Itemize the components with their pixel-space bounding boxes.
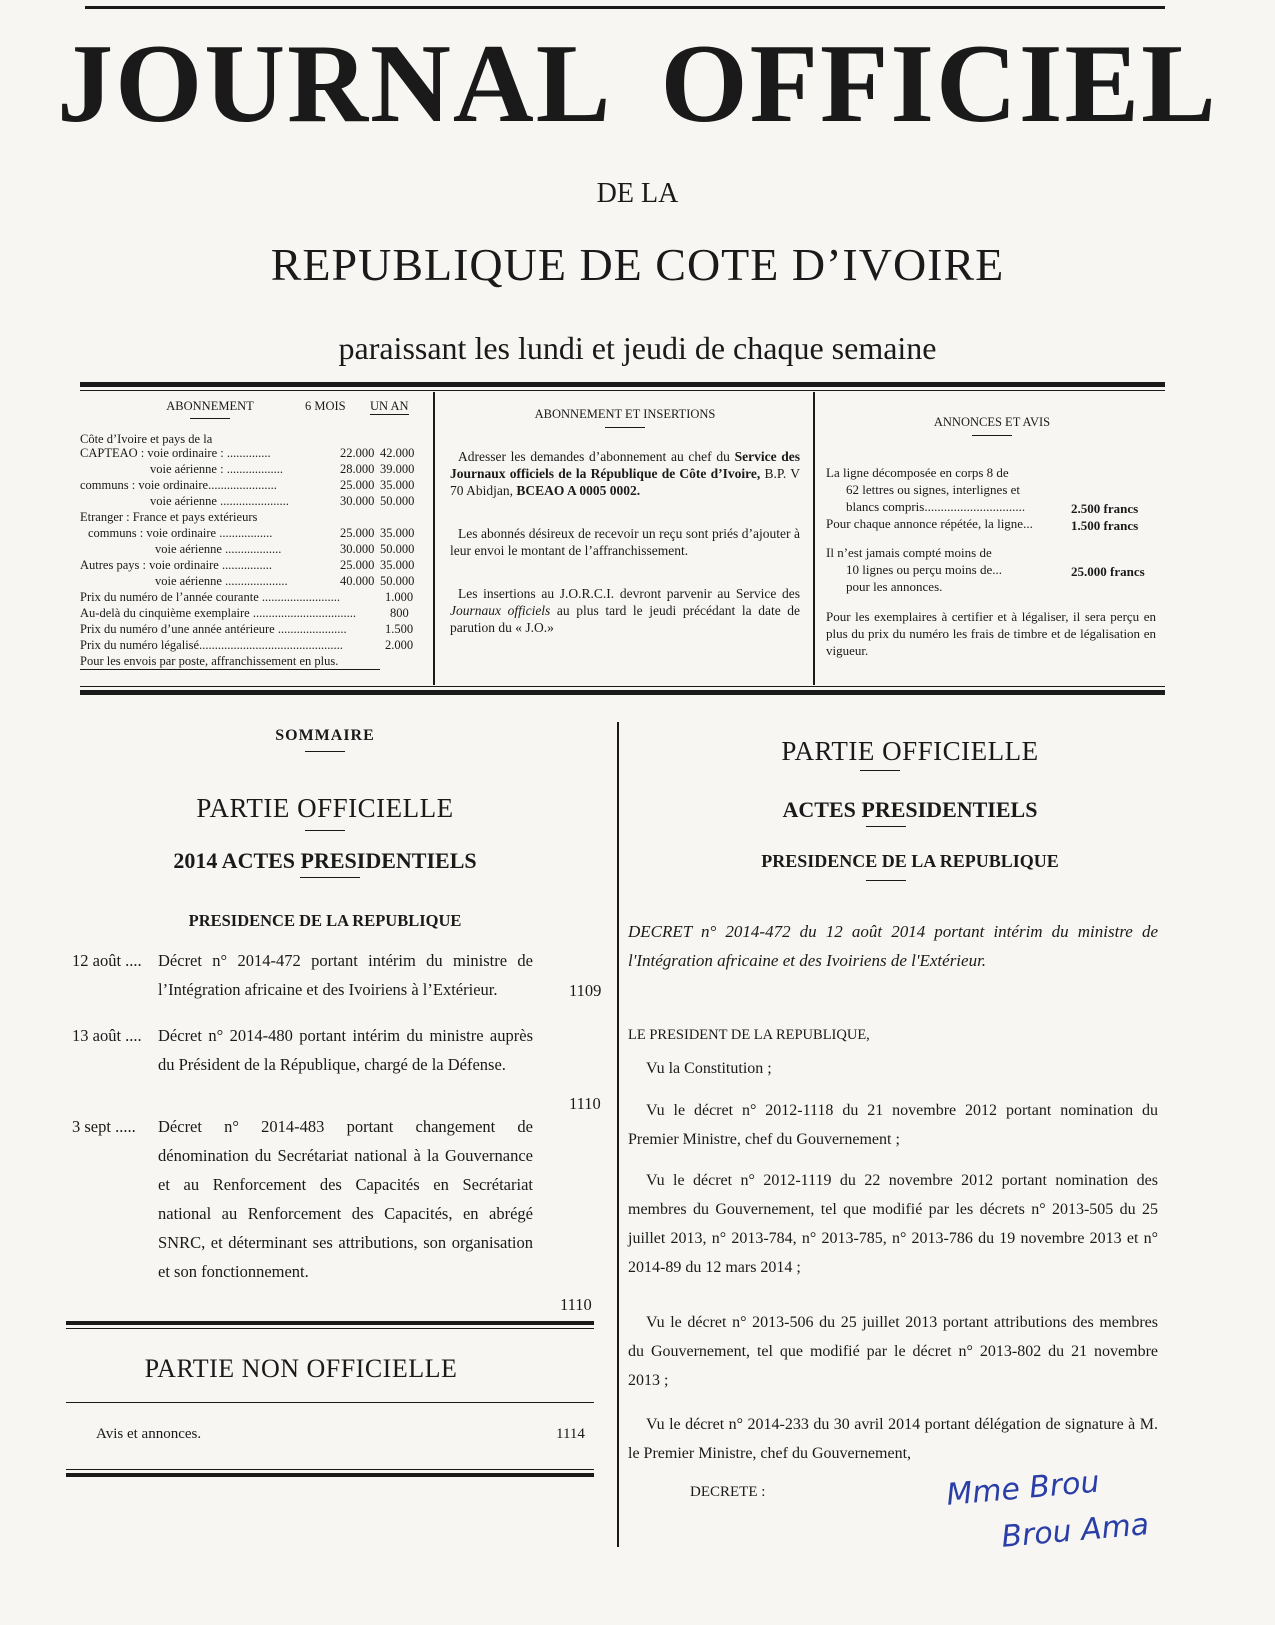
abonnement-row: voie aérienne ...................... 30.000 50.000 <box>150 494 415 508</box>
masthead-de-la: DE LA <box>596 178 679 209</box>
abonnement-row: voie aérienne .................. 30.000 50.000 <box>155 542 415 556</box>
abonnement-header: ABONNEMENT <box>135 398 285 419</box>
masthead-parution: paraissant les lundi et jeudi de chaque semaine <box>338 330 937 366</box>
abonnement-row: CAPTEAO : voie ordinaire : .............. 22.000 42.000 <box>80 446 415 460</box>
sommaire-actes: 2014 ACTES PRESIDENTIELS <box>173 848 477 873</box>
abonnement-column <box>80 398 425 683</box>
sommaire-bottom-rule-thin <box>66 1469 594 1470</box>
abonnement-row: communs : voie ordinaire...................... 25.000 35.000 <box>80 478 415 492</box>
annonces-line-1: La ligne décomposée en corps 8 de <box>826 465 1009 480</box>
annonces-price-2: 1.500 francs <box>1071 518 1139 533</box>
sommaire-entry: 12 août .... Décret n° 2014-472 portant intérim du ministre de l’Intégration africaine et des Ivoiriens à l’Extérieur. 1109 <box>72 951 602 1000</box>
officielle-actes-underline <box>866 826 906 827</box>
abonnement-row: Prix du numéro de l’année courante ......................... 1.000 <box>80 590 414 604</box>
officielle-partie-underline <box>860 770 900 771</box>
decret-vu-4: Vu le décret n° 2013-506 du 25 juillet 2013 portant attributions des membres du Gouvernement, tel que modifié par le décret n° 2013-802 du 21 novembre 2013 ; <box>628 1314 1158 1389</box>
abonnement-row: Etranger : France et pays extérieurs <box>80 510 258 524</box>
decret-president: LE PRESIDENT DE LA REPUBLIQUE, <box>628 1027 870 1043</box>
abonnement-row: voie aérienne : .................. 28.000 39.000 <box>150 462 415 476</box>
non-officielle-rule-bottom <box>66 1402 594 1403</box>
annonces-line-6: 10 lignes ou perçu moins de... <box>846 562 1002 577</box>
sommaire-entry: 13 août .... Décret n° 2014-480 portant intérim du ministre auprès du Président de la République, chargé de la Défense. 1110 <box>72 1026 601 1113</box>
officielle-partie: PARTIE OFFICIELLE <box>781 736 1039 766</box>
non-officielle-rule-thin <box>66 1328 594 1329</box>
column-divider <box>617 722 619 1547</box>
annonces-line-3: blancs compris............................... <box>846 499 1026 514</box>
sommaire-bottom-rule-thick <box>66 1473 594 1477</box>
abonnement-row: Prix du numéro d’une année antérieure ...................... 1.500 <box>80 622 414 636</box>
abonnement-row: Autres pays : voie ordinaire ................ 25.000 35.000 <box>80 558 415 572</box>
top-rule <box>85 6 1165 9</box>
table-top-rule-thick <box>80 382 1165 387</box>
decret-vu-5: Vu le décret n° 2014-233 du 30 avril 2014 portant délégation de signature à M. le Premier Ministre, chef du Gouvernement, <box>628 1416 1158 1462</box>
abonnement-row: communs : voie ordinaire ................. 25.000 35.000 <box>88 526 415 540</box>
avis-annonces-page: 1114 <box>556 1426 585 1442</box>
sommaire-partie-officielle: PARTIE OFFICIELLE <box>110 793 540 831</box>
handwritten-annotation-line-1: Mme Brou <box>945 1464 1101 1513</box>
table-bottom-rule-thick <box>80 690 1165 695</box>
insertions-paragraph-1: Adresser les demandes d’abonnement au chef du Service des Journaux officiels de la République de Côte d’Ivoire, B.P. V 70 Abidjan, BCEAO A 0005 0002. <box>450 449 801 498</box>
non-officielle-rule-thick <box>66 1321 594 1325</box>
insertions-header: ABONNEMENT ET INSERTIONS <box>450 406 800 428</box>
masthead-word-2: OFFICIEL <box>660 22 1218 146</box>
decret-vu-2: Vu le décret n° 2012-1118 du 21 novembre 2012 portant nomination du Premier Ministre, chef du Gouvernement ; <box>628 1102 1158 1148</box>
insertions-paragraph-2: Les abonnés désireux de recevoir un reçu sont priés d’ajouter à leur envoi le montant de l’affranchissement. <box>450 526 800 558</box>
annonces-price-3: 25.000 francs <box>1071 564 1145 579</box>
decret-decrete: DECRETE : <box>690 1484 766 1500</box>
table-bottom-rule-thin <box>80 686 1165 687</box>
annonces-line-4: Pour chaque annonce répétée, la ligne... <box>826 516 1033 531</box>
table-divider-2 <box>813 392 815 685</box>
annonces-line-7: pour les annonces. <box>846 579 943 594</box>
abonnement-col-an: UN AN <box>370 399 409 413</box>
masthead-title <box>0 22 1275 146</box>
abonnement-row: Pour les envois par poste, affranchissement en plus. <box>80 653 380 670</box>
decret-vu-3: Vu le décret n° 2012-1119 du 22 novembre 2012 portant nomination des membres du Gouvernement, tel que modifié par les décrets n° 2013-505 du 25 juillet 2013, n° 2013-784, n° 2013-785, n° 2013-786 du 19 novembre 2013 et n° 2014-89 du 12 mars 2014 ; <box>628 1172 1158 1276</box>
handwritten-annotation-line-2: Brou Ama <box>1000 1507 1151 1555</box>
annonces-header: ANNONCES ET AVIS <box>826 414 1158 436</box>
insertions-column <box>450 406 800 681</box>
decret-vu-1: Vu la Constitution ; <box>646 1060 772 1077</box>
abonnement-row: Au-delà du cinquième exemplaire ................................. 800 <box>80 606 409 620</box>
officielle-presidence: PRESIDENCE DE LA REPUBLIQUE <box>761 851 1059 871</box>
annonces-line-5: Il n’est jamais compté moins de <box>826 545 992 560</box>
sommaire-actes-underline <box>300 877 360 878</box>
annonces-price-1: 2.500 francs <box>1071 501 1139 516</box>
table-top-rule-thin <box>80 390 1165 391</box>
masthead-word-1: JOURNAL <box>57 22 613 146</box>
sommaire-non-officielle: PARTIE NON OFFICIELLE <box>144 1354 458 1383</box>
avis-annonces-label: Avis et annonces. <box>96 1426 202 1442</box>
annonces-line-8: Pour les exemplaires à certifier et à légaliser, il sera perçu en plus du prix du numéro les frais de timbre et de légalisation en vigueur. <box>826 609 1156 658</box>
officielle-presidence-underline <box>866 880 906 881</box>
decret-title: DECRET n° 2014-472 du 12 août 2014 portant intérim du ministre de l'Intégration africaine et des Ivoiriens de l'Extérieur. <box>628 922 1158 970</box>
insertions-paragraph-3: Les insertions au J.O.R.C.I. devront parvenir au Service des Journaux officiels au plus tard le jeudi précédant la date de parution du « J.O.» <box>450 586 801 635</box>
abonnement-col-6mois: 6 MOIS <box>305 399 346 413</box>
abonnement-row: Côte d’Ivoire et pays de la <box>80 432 213 446</box>
sommaire-title: SOMMAIRE <box>200 727 450 752</box>
sommaire-entry: 3 sept ..... Décret n° 2014-483 portant changement de dénomination du Secrétariat national à la Gouvernance et au Renforcement des Capacités en Secrétariat national au Renforcement des Capacités, en abrégé SNRC, et déterminant ses attributions, son organisation et son fonctionnement. 1110 <box>72 1117 592 1314</box>
abonnement-row: Prix du numéro légalisé.............................................. 2.000 <box>80 638 414 652</box>
annonces-column <box>826 414 1158 684</box>
sommaire-presidence: PRESIDENCE DE LA REPUBLIQUE <box>188 911 462 930</box>
abonnement-row: voie aérienne .................... 40.000 50.000 <box>155 574 415 588</box>
masthead-republique: REPUBLIQUE DE COTE D’IVOIRE <box>270 239 1005 290</box>
annonces-line-2: 62 lettres ou signes, interlignes et <box>846 482 1021 497</box>
table-divider-1 <box>433 392 435 685</box>
officielle-actes: ACTES PRESIDENTIELS <box>782 797 1038 822</box>
